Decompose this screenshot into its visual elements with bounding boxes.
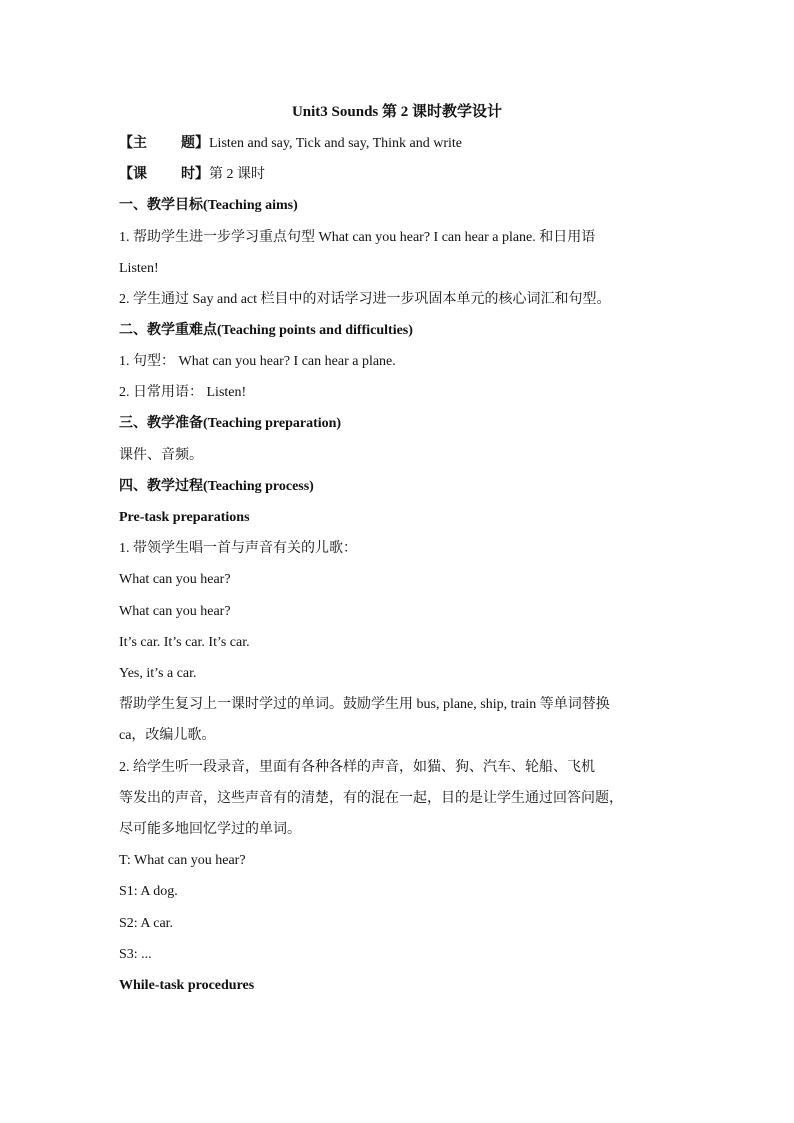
section3-heading: 三、教学准备(Teaching preparation) xyxy=(119,416,342,431)
topic-line xyxy=(119,134,684,154)
step2-line3: 尽可能多地回忆学过的单词。 xyxy=(119,822,301,837)
pre-task-heading: Pre-task preparations xyxy=(119,510,250,525)
step1: 1. 带领学生唱一首与声音有关的儿歌： xyxy=(119,541,357,556)
document-title: Unit3 Sounds 第 2 课时教学设计 xyxy=(291,104,503,120)
review-line2: ca，改编儿歌。 xyxy=(119,728,216,743)
section1-item2: 2. 学生通过 Say and act 栏目中的对话学习进一步巩固本单元的核心词汇和句型。 xyxy=(119,292,611,307)
section4-heading: 四、教学过程(Teaching process) xyxy=(119,479,314,494)
section2-item2: 2. 日常用语： Listen! xyxy=(119,385,247,400)
period-text: 第 2 课时 xyxy=(209,167,265,182)
while-task-heading: While-task procedures xyxy=(119,978,255,993)
dialogue-line: S1: A dog. xyxy=(119,884,178,899)
song-line: What can you hear? xyxy=(119,604,231,619)
section1-item1-line1: 1. 帮助学生进一步学习重点句型 What can you hear? I can hear a plane. 和日用语 xyxy=(119,230,596,245)
period-line xyxy=(119,165,684,185)
topic-label: 【主 题】 xyxy=(119,136,209,151)
dialogue-line: S3: ... xyxy=(119,947,152,962)
section1-heading: 一、教学目标(Teaching aims) xyxy=(119,198,298,213)
period-label: 【课 时】 xyxy=(119,167,209,182)
step2-line2: 等发出的声音，这些声音有的清楚，有的混在一起，目的是让学生通过回答问题， xyxy=(119,791,623,806)
section2-item1: 1. 句型： What can you hear? I can hear a plane. xyxy=(119,354,396,369)
song-line: Yes, it’s a car. xyxy=(119,666,197,681)
dialogue-line: S2: A car. xyxy=(119,916,174,931)
section1-item1-line2: Listen! xyxy=(119,261,159,276)
dialogue-line: T: What can you hear? xyxy=(119,853,246,868)
song-line: What can you hear? xyxy=(119,572,231,587)
review-line1: 帮助学生复习上一课时学过的单词。鼓励学生用 bus, plane, ship, train 等单词替换 xyxy=(119,697,610,712)
song-line: It’s car. It’s car. It’s car. xyxy=(119,635,250,650)
step2-line1: 2. 给学生听一段录音，里面有各种各样的声音，如猫、狗、汽车、轮船、飞机 xyxy=(119,760,595,775)
topic-text: Listen and say, Tick and say, Think and write xyxy=(209,136,463,151)
section3-text: 课件、音频。 xyxy=(119,448,203,463)
section2-heading: 二、教学重难点(Teaching points and difficulties) xyxy=(119,323,413,338)
